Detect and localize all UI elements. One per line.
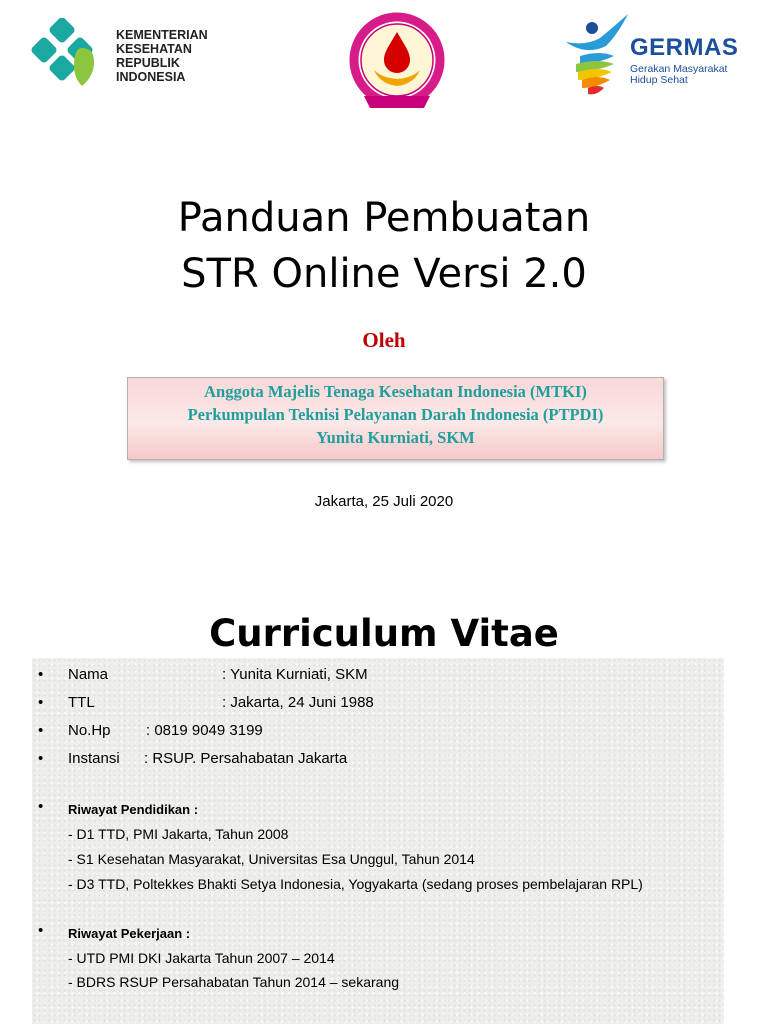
author-line: Perkumpulan Teknisi Pelayanan Darah Indonesia (PTPDI)	[187, 405, 604, 424]
field-label: Instansi	[68, 750, 120, 767]
kemenkes-line: KESEHATAN	[116, 42, 192, 56]
field-label: Nama	[68, 666, 109, 683]
work-item: - UTD PMI DKI Jakarta Tahun 2007 – 2014	[68, 950, 335, 966]
kemenkes-line: KEMENTERIAN	[116, 28, 208, 42]
field-value: : RSUP. Persahabatan Jakarta	[144, 750, 348, 767]
germas-logo	[562, 12, 752, 98]
kemenkes-text	[116, 28, 208, 84]
field-label: TTL	[68, 694, 95, 711]
education-item: - D1 TTD, PMI Jakarta, Tahun 2008	[68, 826, 289, 842]
germas-subtitle-line: Gerakan Masyarakat	[630, 63, 728, 75]
cv-title: Curriculum Vitae	[209, 612, 559, 655]
author-line: Yunita Kurniati, SKM	[316, 428, 475, 447]
bullet: •	[38, 922, 44, 939]
germas-subtitle	[630, 64, 727, 86]
bullet: •	[38, 722, 44, 739]
slide-title-line: STR Online Versi 2.0	[181, 251, 587, 297]
author-line: Anggota Majelis Tenaga Kesehatan Indonesia (MTKI)	[204, 382, 587, 401]
bullet: •	[38, 666, 44, 683]
bullet: •	[38, 798, 44, 815]
germas-figure-icon	[562, 12, 632, 98]
work-heading: Riwayat Pekerjaan :	[68, 926, 191, 941]
germas-title: GERMAS	[630, 34, 739, 61]
education-item: - S1 Kesehatan Masyarakat, Universitas Esa Unggul, Tahun 2014	[68, 851, 475, 867]
ptpdi-logo	[348, 12, 446, 118]
cv-panel	[32, 658, 724, 1024]
field-value: : 0819 9049 3199	[146, 722, 263, 739]
slide-title-line: Panduan Pembuatan	[177, 195, 591, 241]
germas-subtitle-line: Hidup Sehat	[630, 74, 688, 86]
author-box	[127, 377, 664, 460]
education-heading: Riwayat Pendidikan :	[68, 802, 199, 817]
bullet: •	[38, 694, 44, 711]
ptpdi-blood-drop-logo	[348, 12, 446, 118]
field-value: : Yunita Kurniati, SKM	[222, 666, 368, 683]
kemenkes-logo-icon	[30, 18, 110, 98]
by-label: Oleh	[362, 328, 406, 352]
date-text: Jakarta, 25 Juli 2020	[314, 493, 454, 510]
kemenkes-line: INDONESIA	[116, 70, 186, 84]
slide-title	[0, 190, 768, 302]
work-item: - BDRS RSUP Persahabatan Tahun 2014 – sekarang	[68, 974, 400, 990]
field-label: No.Hp	[68, 722, 111, 739]
education-item: - D3 TTD, Poltekkes Bhakti Setya Indonesia, Yogyakarta (sedang proses pembelajaran RPL)	[68, 876, 643, 892]
bullet: •	[38, 750, 44, 767]
kemenkes-logo	[30, 18, 220, 98]
cv-slide	[0, 576, 768, 1024]
field-value: : Jakarta, 24 Juni 1988	[222, 694, 374, 711]
kemenkes-line: REPUBLIK	[116, 56, 180, 70]
